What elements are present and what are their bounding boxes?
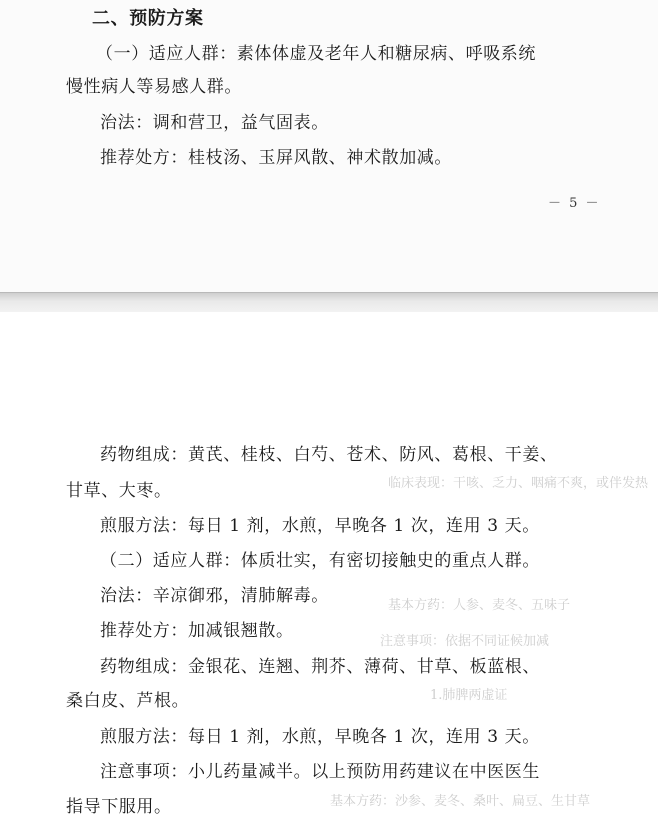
bleed-through-text: 基本方药：沙参、麦冬、桑叶、扁豆、生甘草 <box>330 794 591 809</box>
decoction-method-1: 煎服方法：每日 1 剂，水煎，早晚各 1 次，连用 3 天。 <box>100 516 540 536</box>
composition-1-line2: 甘草、大枣。 <box>66 481 172 501</box>
precautions-line1: 注意事项：小儿药量减半。以上预防用药建议在中医医生 <box>100 762 540 782</box>
decoction-method-2: 煎服方法：每日 1 剂，水煎，早晚各 1 次，连用 3 天。 <box>100 727 540 747</box>
composition-1-line1: 药物组成：黄芪、桂枝、白芍、苍术、防风、葛根、干姜、 <box>100 445 558 465</box>
section-heading: 二、预防方案 <box>92 8 204 29</box>
document-page-bottom <box>0 312 658 827</box>
bleed-through-text: 注意事项：依据不同证候加减 <box>380 634 550 649</box>
precautions-line2: 指导下服用。 <box>66 797 172 817</box>
bleed-through-text: 1.肺脾两虚证 <box>430 688 508 703</box>
treatment-method-1: 治法：调和营卫，益气固表。 <box>100 113 329 133</box>
recommended-prescription-1: 推荐处方：桂枝汤、玉屏风散、神术散加减。 <box>100 148 452 168</box>
composition-2-line1: 药物组成：金银花、连翘、荆芥、薄荷、甘草、板蓝根、 <box>100 657 540 677</box>
document-page-top <box>0 0 658 292</box>
page-divider <box>0 292 658 313</box>
bleed-through-text: 临床表现：干咳、乏力、咽痛不爽，或伴发热 <box>388 476 649 491</box>
composition-2-line2: 桑白皮、芦根。 <box>66 691 190 711</box>
treatment-method-2: 治法：辛凉御邪，清肺解毒。 <box>100 586 329 606</box>
group1-audience-line2: 慢性病人等易感人群。 <box>66 77 242 97</box>
group1-audience-line1: （一）适应人群：素体体虚及老年人和糖尿病、呼吸系统 <box>96 44 536 64</box>
group2-audience: （二）适应人群：体质壮实，有密切接触史的重点人群。 <box>100 551 540 571</box>
recommended-prescription-2: 推荐处方：加减银翘散。 <box>100 621 294 641</box>
bleed-through-text: 基本方药：人参、麦冬、五味子 <box>388 598 571 613</box>
page-number: － 5 － <box>548 196 601 211</box>
